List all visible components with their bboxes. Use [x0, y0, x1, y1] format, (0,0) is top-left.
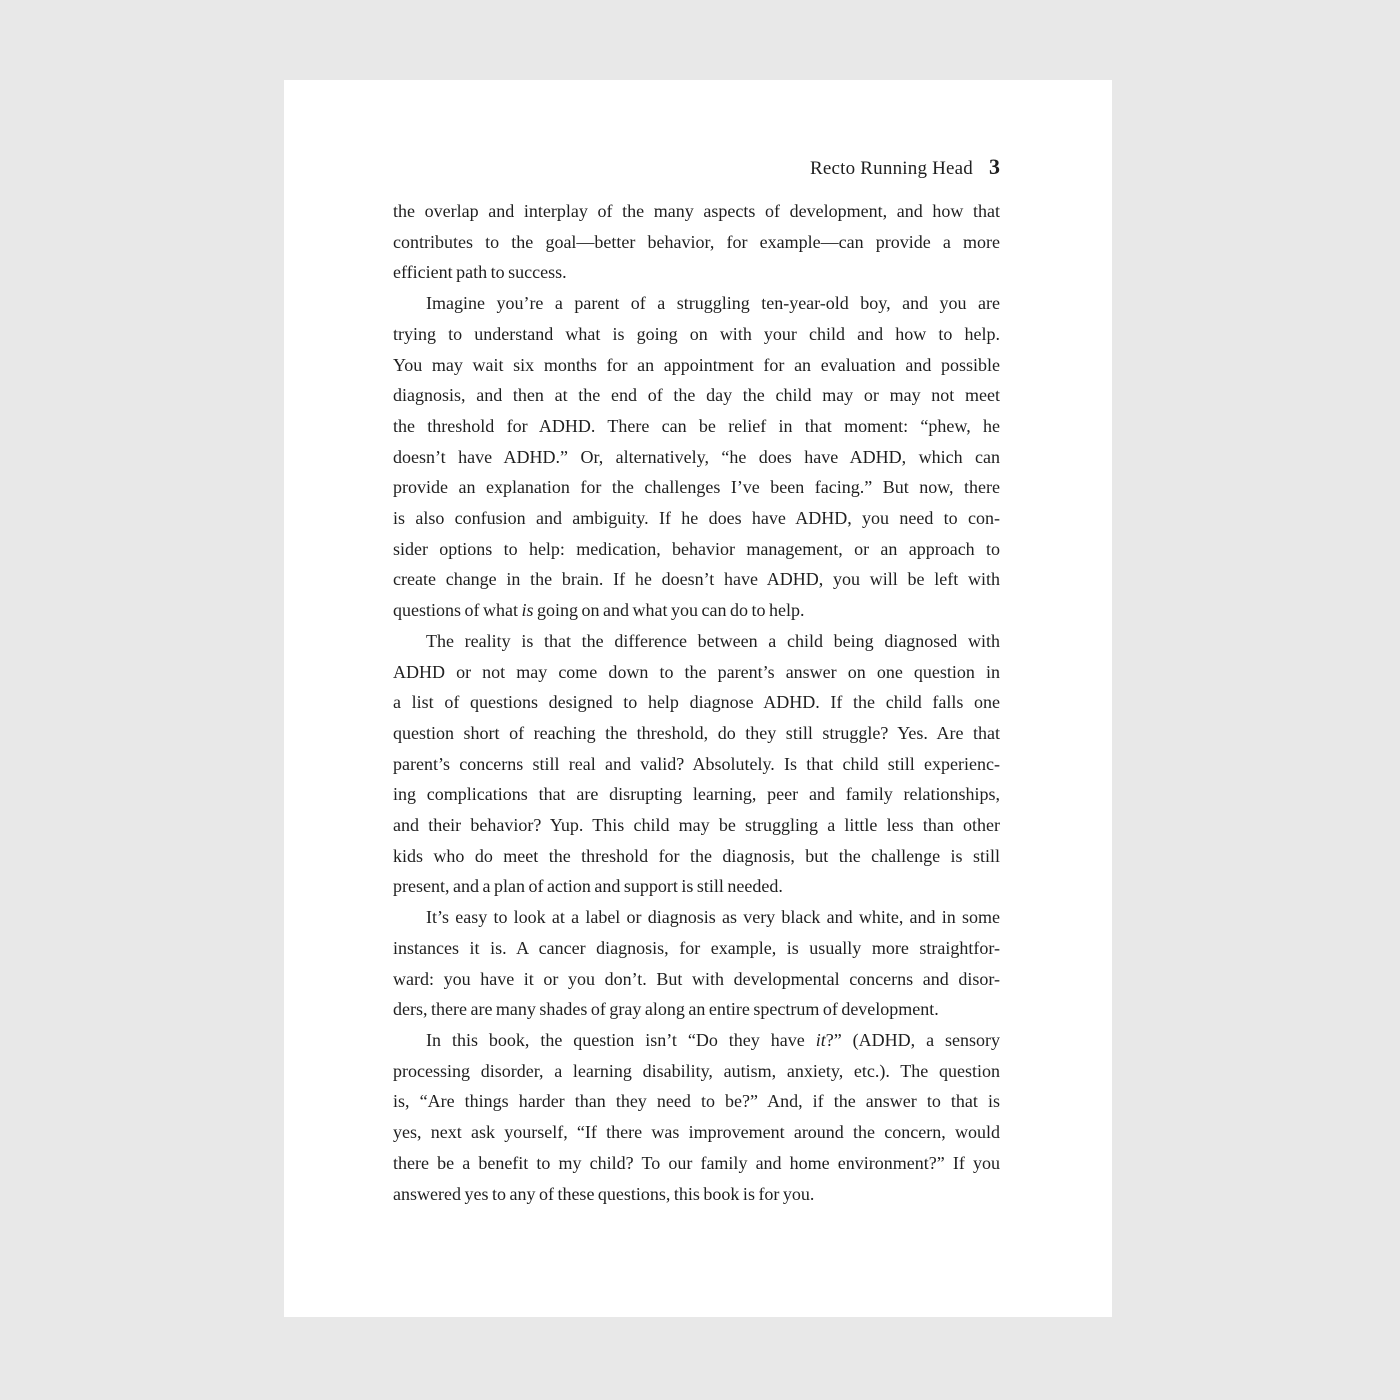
- text-line: present, and a plan of action and support is still needed.: [393, 876, 783, 897]
- text-line: ward: you have it or you don’t. But with developmental concerns and disor-: [393, 968, 1000, 989]
- text-line: the overlap and interplay of the many aspects of development, and how that: [393, 201, 1000, 221]
- page-number: 3: [989, 154, 1000, 179]
- page-content: [393, 80, 1000, 1317]
- text-line: and their behavior? Yup. This child may be struggling a little less than other: [393, 815, 1000, 836]
- text-line: create change in the brain. If he doesn’t have ADHD, you will be left with: [393, 569, 1000, 590]
- text-line: ing complications that are disrupting learning, peer and family relationships,: [393, 784, 1000, 805]
- text-line: In this book, the question isn’t “Do they have it?” (ADHD, a sensory: [426, 1029, 1001, 1050]
- paragraph: [393, 288, 1000, 626]
- text-line: provide an explanation for the challenges I’ve been facing.” But now, there: [393, 477, 1000, 498]
- text-line: It’s easy to look at a label or diagnosis as very black and white, and in some: [426, 907, 1000, 928]
- text-line: diagnosis, and then at the end of the day the child may or may not meet: [393, 385, 1000, 406]
- text-line: kids who do meet the threshold for the diagnosis, but the challenge is still: [393, 845, 1000, 866]
- text-line: a list of questions designed to help diagnose ADHD. If the child falls one: [393, 692, 1000, 713]
- text-line: parent’s concerns still real and valid? Absolutely. Is that child still experienc-: [393, 753, 1000, 774]
- text-line: contributes to the goal—better behavior, for example—can provide a more: [393, 231, 1000, 252]
- italic-text: it: [815, 1029, 826, 1050]
- book-page: [284, 80, 1112, 1317]
- paragraph: [393, 196, 1000, 288]
- text-line: there be a benefit to my child? To our family and home environment?” If you: [393, 1152, 1000, 1173]
- text-line: processing disorder, a learning disability, autism, anxiety, etc.). The question: [393, 1060, 1000, 1081]
- text-line: ADHD or not may come down to the parent’s answer on one question in: [393, 661, 1000, 682]
- text-line: questions of what is going on and what you can do to help.: [393, 600, 805, 621]
- running-head: [393, 154, 1000, 182]
- body-text: [393, 196, 1000, 1209]
- text-line: You may wait six months for an appointment for an evaluation and possible: [393, 354, 1000, 375]
- text-line: is also confusion and ambiguity. If he does have ADHD, you need to con-: [393, 508, 1000, 529]
- text-line: answered yes to any of these questions, this book is for you.: [393, 1183, 815, 1204]
- italic-text: is: [521, 600, 534, 621]
- text-line: ders, there are many shades of gray along an entire spectrum of development.: [393, 999, 939, 1020]
- text-line: Imagine you’re a parent of a struggling ten-year-old boy, and you are: [426, 293, 1000, 314]
- text-line: question short of reaching the threshold, do they still struggle? Yes. Are that: [393, 722, 1000, 743]
- text-line: efficient path to success.: [393, 262, 567, 283]
- text-line: doesn’t have ADHD.” Or, alternatively, “he does have ADHD, which can: [393, 446, 1000, 467]
- paragraph: [393, 902, 1000, 1025]
- text-line: sider options to help: medication, behavior management, or an approach to: [393, 538, 1000, 559]
- paragraph: [393, 1025, 1000, 1209]
- text-line: The reality is that the difference between a child being diagnosed with: [426, 630, 1000, 651]
- text-line: instances it is. A cancer diagnosis, for example, is usually more straightfor-: [393, 937, 1000, 958]
- text-line: is, “Are things harder than they need to be?” And, if the answer to that is: [393, 1091, 1000, 1112]
- text-line: the threshold for ADHD. There can be relief in that moment: “phew, he: [393, 415, 1000, 436]
- text-line: trying to understand what is going on with your child and how to help.: [393, 323, 1000, 344]
- running-head-label: Recto Running Head: [810, 158, 973, 179]
- paragraph: [393, 626, 1000, 902]
- text-line: yes, next ask yourself, “If there was improvement around the concern, would: [393, 1122, 1000, 1143]
